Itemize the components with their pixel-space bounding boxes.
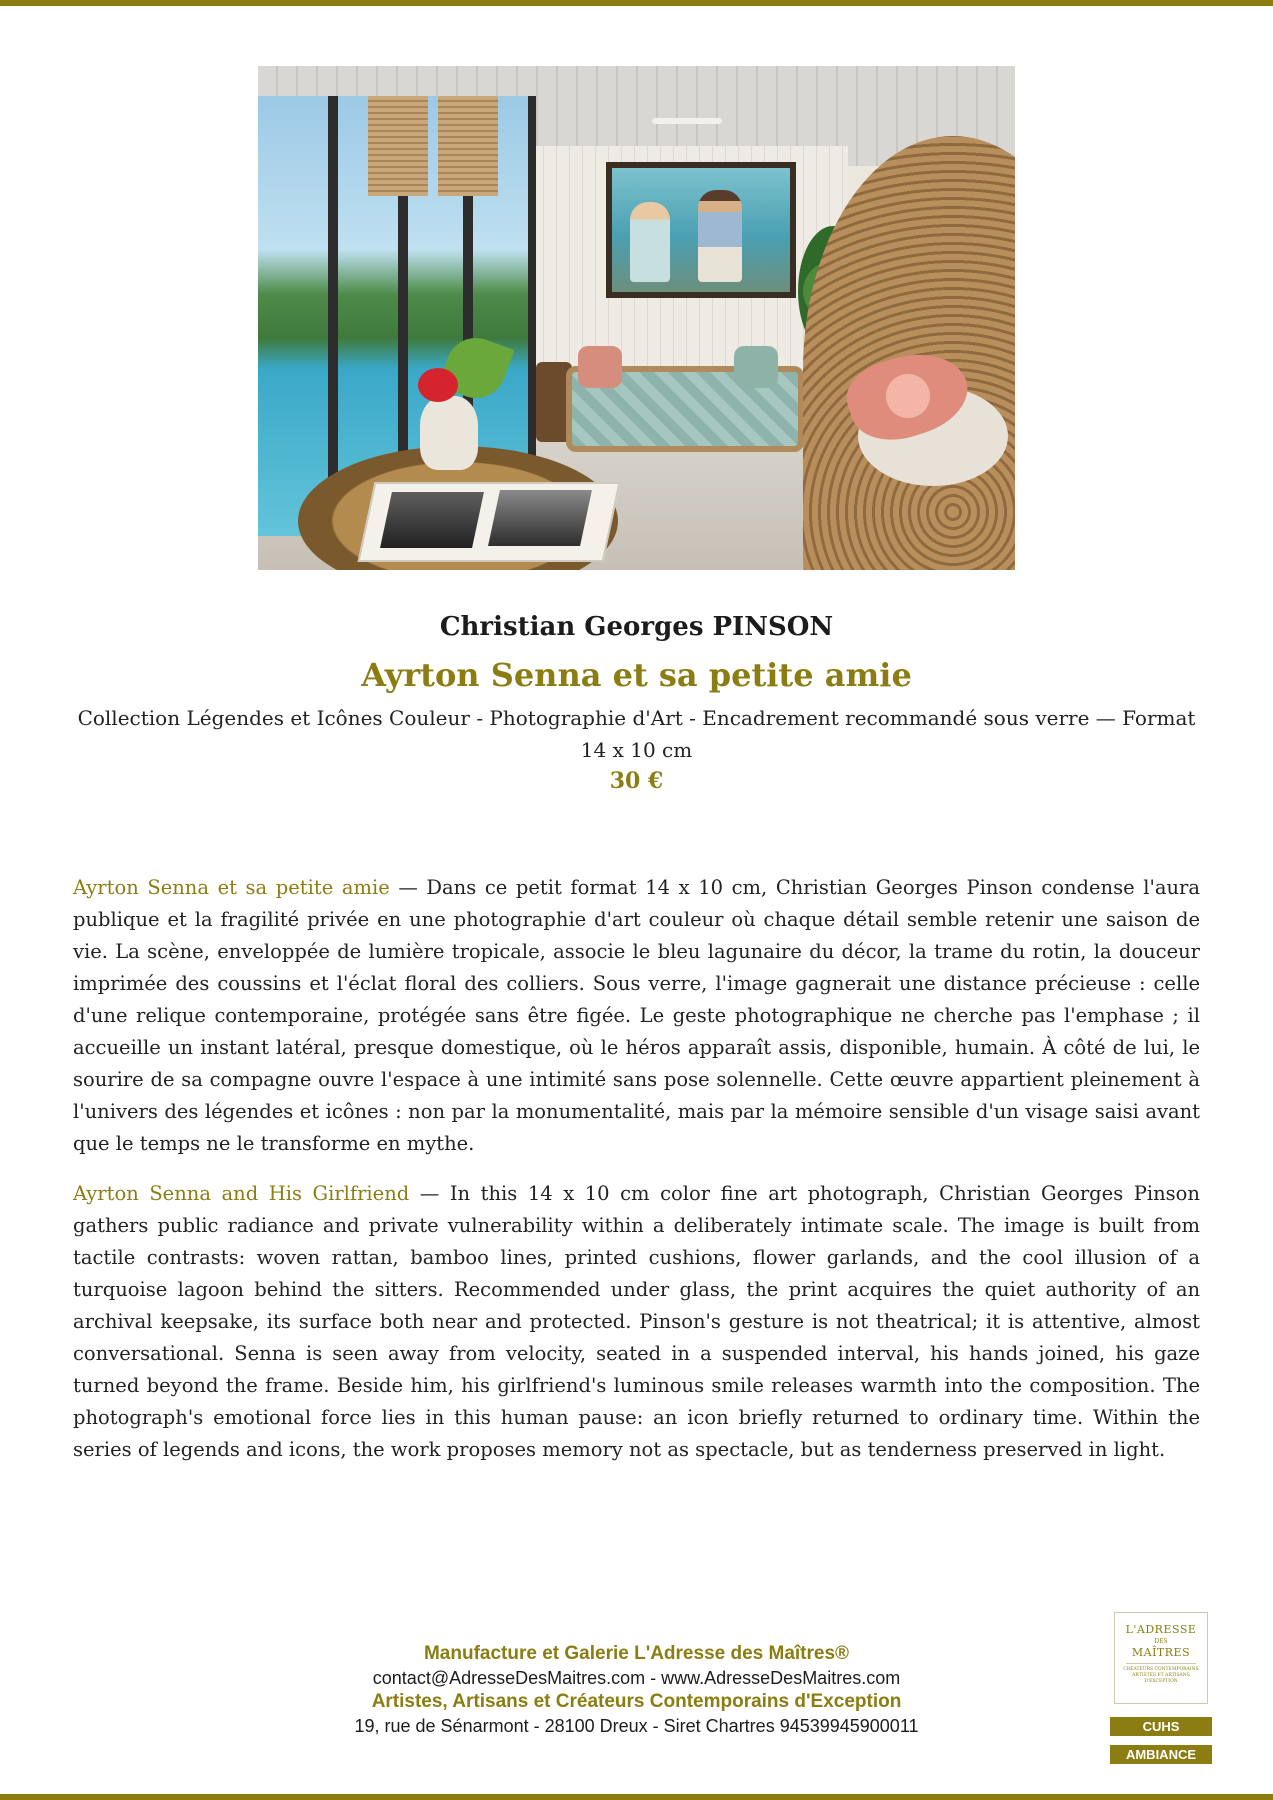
badge-cuhs: CUHS: [1110, 1717, 1212, 1736]
photo-vase: [420, 396, 478, 470]
artwork-title: Ayrton Senna et sa petite amie: [361, 656, 912, 694]
footer-contact: contact@AdresseDesMaitres.com - www.AdresseDesMaitres.com: [372, 1668, 901, 1688]
photo-pillow: [578, 346, 622, 388]
footer-company: Manufacture et Galerie L'Adresse des Maîtres®: [423, 1643, 850, 1664]
logo-line-4: CRÉATEURS CONTEMPORAINS ARTISTES ET ARTISANS D'EXCEPTION: [1123, 1667, 1199, 1684]
logo-line-1: L'ADRESSE: [1125, 1623, 1197, 1636]
top-accent-bar: [0, 0, 1273, 6]
artwork-price: 30 €: [609, 768, 664, 794]
photo-figure-man: [698, 190, 742, 282]
description-french: [73, 872, 1200, 1160]
photo-red-flower: [418, 368, 458, 402]
photo-blind: [438, 96, 498, 196]
footer-tagline: Artistes, Artisans et Créateurs Contemporains d'Exception: [371, 1691, 902, 1712]
photo-figure-woman: [630, 202, 670, 282]
artwork-photo: [258, 66, 1015, 570]
photo-ceiling-fan: [652, 118, 722, 124]
footer-address: 19, rue de Sénarmont - 28100 Dreux - Siret Chartres 94539945900011: [354, 1716, 919, 1736]
bottom-accent-bar: [0, 1794, 1273, 1800]
photo-book-left-page: [380, 492, 484, 548]
artist-name: Christian Georges PINSON: [439, 612, 834, 642]
logo-line-3: MAÎTRES: [1131, 1646, 1191, 1659]
logo-divider: [1126, 1663, 1196, 1664]
description-french-text: — Dans ce petit format 14 x 10 cm, Christian Georges Pinson condense l'aura publique et la fragilité privée en une photographie d'art couleur où chaque détail semble retenir une saison de vie. La scène, enveloppée de lumière tropicale, associe le bleu lagunaire du décor, la trame du rotin, la douceur imprimée des coussins et l'éclat floral des colliers. Sous verre, l'image gagnerait une distance précieuse : celle d'une relique contemporaine, protégée sans être figée. Le geste photographique ne cherche pas l'emphase ; il accueille un instant latéral, presque domestique, où le héros apparaît assis, disponible, humain. À côté de lui, le sourire de sa compagne ouvre l'espace à une intimité sans pose solennelle. Cette œuvre appartient pleinement à l'univers des légendes et icônes : non par la monumentalité, mais par la mémoire sensible d'un visage saisi avant que le temps ne le transforme en mythe.: [73, 876, 1200, 1155]
logo-line-2: DES: [1154, 1638, 1168, 1645]
photo-blind: [368, 96, 428, 196]
photo-book-right-page: [488, 490, 592, 546]
photo-pillow: [734, 346, 778, 388]
description-english-lead: Ayrton Senna and His Girlfriend: [73, 1182, 410, 1205]
gallery-logo: [1114, 1612, 1208, 1704]
description-english: [73, 1178, 1200, 1466]
artwork-subtitle: Collection Légendes et Icônes Couleur - Photographie d'Art - Encadrement recommandé sous verre — Format 14 x 10 cm: [77, 706, 1196, 762]
description-french-lead: Ayrton Senna et sa petite amie: [73, 876, 390, 899]
photo-mullion: [328, 96, 338, 536]
description-english-text: — In this 14 x 10 cm color fine art photograph, Christian Georges Pinson gathers public radiance and private vulnerability within a deliberately intimate scale. The image is built from tactile contrasts: woven rattan, bamboo lines, printed cushions, flower garlands, and the cool illusion of a turquoise lagoon behind the sitters. Recommended under glass, the print acquires the quiet authority of an archival keepsake, its surface both near and protected. Pinson's gesture is not theatrical; it is attentive, almost conversational. Senna is seen away from velocity, seated in a suspended interval, his hands joined, his gaze turned beyond the frame. Beside him, his girlfriend's luminous smile releases warmth into the composition. The photograph's emotional force lies in this human pause: an icon briefly returned to ordinary time. Within the series of legends and icons, the work proposes memory not as spectacle, but as tenderness preserved in light.: [73, 1182, 1200, 1461]
footer: [0, 1642, 1273, 1738]
badge-ambiance: AMBIANCE: [1110, 1745, 1212, 1764]
